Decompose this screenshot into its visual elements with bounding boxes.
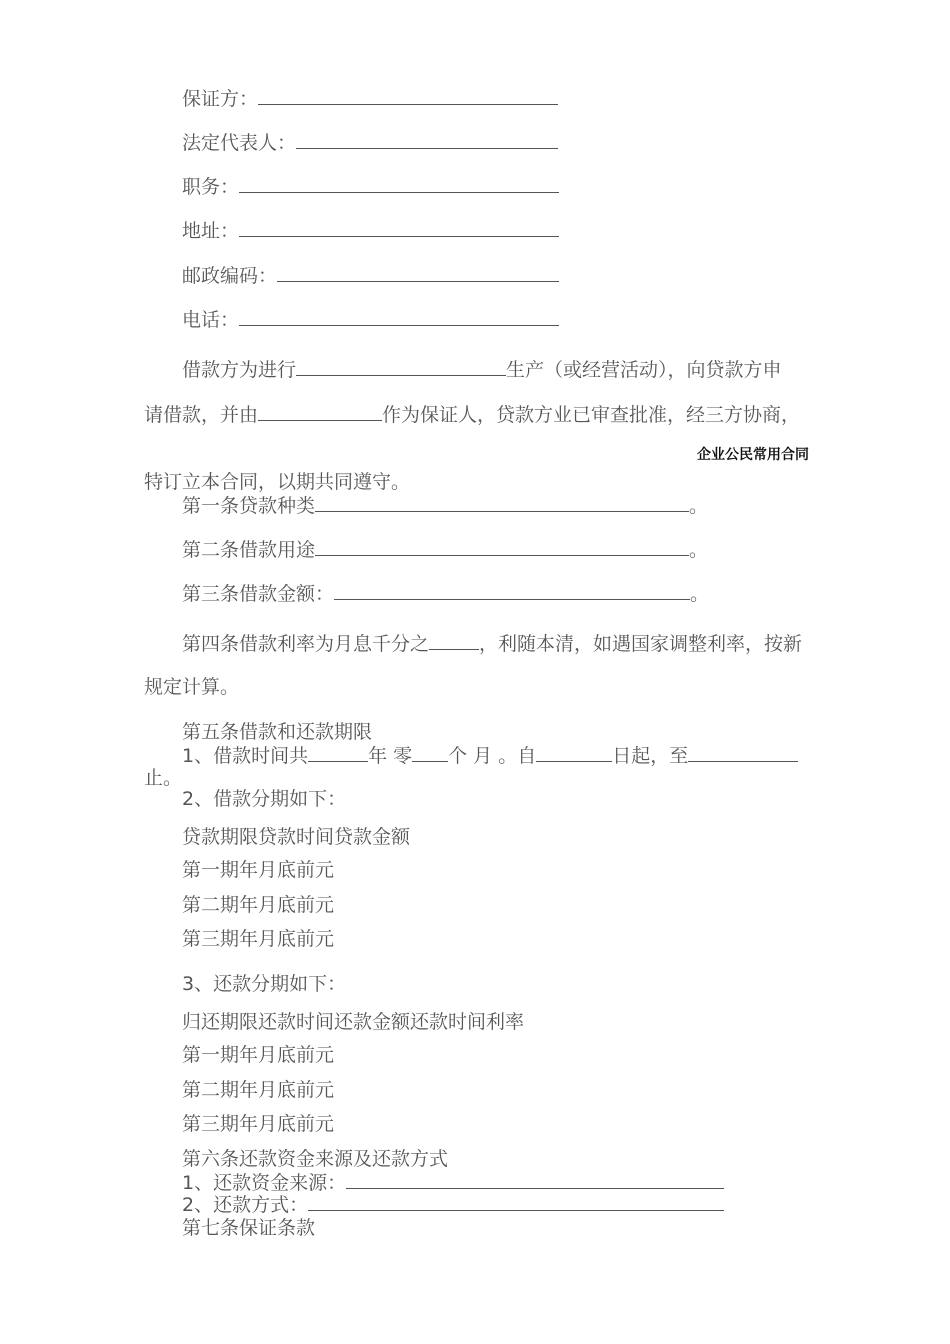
repay-table-header: 归还期限还款时间还款金额还款时间利率 bbox=[182, 1011, 525, 1033]
article-5-item-1-end: 止。 bbox=[144, 767, 183, 789]
term-text: 年 零 bbox=[368, 745, 413, 767]
phone-label: 电话： bbox=[182, 309, 240, 331]
page-header: 企业公民常用合同 bbox=[697, 447, 809, 463]
article-5-title: 第五条借款和还款期限 bbox=[182, 721, 373, 743]
article-5-item-3: 3、还款分期如下： bbox=[182, 973, 347, 995]
postcode-line bbox=[182, 263, 559, 288]
repay-method-line bbox=[182, 1192, 724, 1217]
article-2-label: 第二条借款用途 bbox=[182, 539, 316, 561]
article-4-line-2: 规定计算。 bbox=[144, 676, 240, 698]
preamble-line-1 bbox=[182, 357, 782, 382]
period-mark: 。 bbox=[689, 495, 709, 517]
preamble-text: 作为保证人，贷款方业已审查批准，经三方协商， bbox=[382, 404, 801, 426]
borrow-table-row: 第三期年月底前元 bbox=[182, 928, 335, 950]
position-blank[interactable] bbox=[239, 174, 559, 193]
preamble-text: 借款方为进行 bbox=[182, 359, 297, 381]
article-5-item-2: 2、借款分期如下： bbox=[182, 788, 347, 810]
article-4-text: ，利随本清，如遇国家调整利率，按新 bbox=[479, 633, 803, 655]
end-date-blank[interactable] bbox=[688, 743, 798, 762]
interest-rate-blank[interactable] bbox=[429, 631, 479, 650]
legal-rep-blank[interactable] bbox=[296, 130, 558, 149]
postcode-label: 邮政编码： bbox=[182, 265, 278, 287]
years-blank[interactable] bbox=[308, 743, 368, 762]
preamble-line-3: 特订立本合同，以期共同遵守。 bbox=[144, 471, 411, 493]
phone-blank[interactable] bbox=[239, 307, 559, 326]
repay-method-blank[interactable] bbox=[308, 1192, 724, 1211]
article-2-line bbox=[182, 537, 708, 562]
start-date-blank[interactable] bbox=[536, 743, 612, 762]
loan-purpose-blank[interactable] bbox=[315, 537, 689, 556]
article-6-title: 第六条还款资金来源及还款方式 bbox=[182, 1148, 449, 1170]
article-7-title: 第七条保证条款 bbox=[182, 1217, 316, 1239]
address-line bbox=[182, 218, 559, 243]
guarantor-name-blank[interactable] bbox=[258, 402, 382, 421]
article-3-line bbox=[182, 581, 709, 606]
repay-source-label: 1、还款资金来源： bbox=[182, 1172, 347, 1194]
guarantor-party-label: 保证方： bbox=[182, 88, 259, 110]
guarantor-party-blank[interactable] bbox=[258, 86, 558, 105]
period-mark: 。 bbox=[689, 539, 709, 561]
legal-rep-line bbox=[182, 130, 558, 155]
address-label: 地址： bbox=[182, 220, 240, 242]
borrow-table-row: 第一期年月底前元 bbox=[182, 859, 335, 881]
loan-amount-blank[interactable] bbox=[334, 581, 690, 600]
article-5-item-1 bbox=[182, 743, 798, 768]
term-text: 日起，至 bbox=[612, 745, 689, 767]
guarantor-party-line bbox=[182, 86, 558, 111]
production-blank[interactable] bbox=[296, 357, 506, 376]
repay-method-label: 2、还款方式： bbox=[182, 1194, 309, 1216]
article-3-label: 第三条借款金额： bbox=[182, 583, 335, 605]
legal-rep-label: 法定代表人： bbox=[182, 132, 297, 154]
article-4-text: 第四条借款利率为月息千分之 bbox=[182, 633, 430, 655]
repay-table-row: 第一期年月底前元 bbox=[182, 1044, 335, 1066]
article-4-line-1 bbox=[182, 631, 802, 656]
loan-type-blank[interactable] bbox=[315, 493, 689, 512]
months-blank[interactable] bbox=[412, 743, 448, 762]
term-text: 个 月 。自 bbox=[448, 745, 537, 767]
period-mark: 。 bbox=[690, 583, 710, 605]
position-label: 职务： bbox=[182, 176, 240, 198]
term-text: 1、借款时间共 bbox=[182, 745, 309, 767]
preamble-line-2 bbox=[144, 402, 800, 427]
preamble-text: 生产（或经营活动），向贷款方申 bbox=[506, 359, 782, 381]
repay-table-row: 第二期年月底前元 bbox=[182, 1079, 335, 1101]
preamble-text: 请借款，并由 bbox=[144, 404, 259, 426]
repay-source-blank[interactable] bbox=[346, 1170, 724, 1189]
borrow-table-row: 第二期年月底前元 bbox=[182, 894, 335, 916]
repay-table-row: 第三期年月底前元 bbox=[182, 1113, 335, 1135]
borrow-table-header: 贷款期限贷款时间贷款金额 bbox=[182, 826, 411, 848]
phone-line bbox=[182, 307, 559, 332]
article-1-line bbox=[182, 493, 708, 518]
address-blank[interactable] bbox=[239, 218, 559, 237]
article-1-label: 第一条贷款种类 bbox=[182, 495, 316, 517]
postcode-blank[interactable] bbox=[277, 263, 559, 282]
position-line bbox=[182, 174, 559, 199]
